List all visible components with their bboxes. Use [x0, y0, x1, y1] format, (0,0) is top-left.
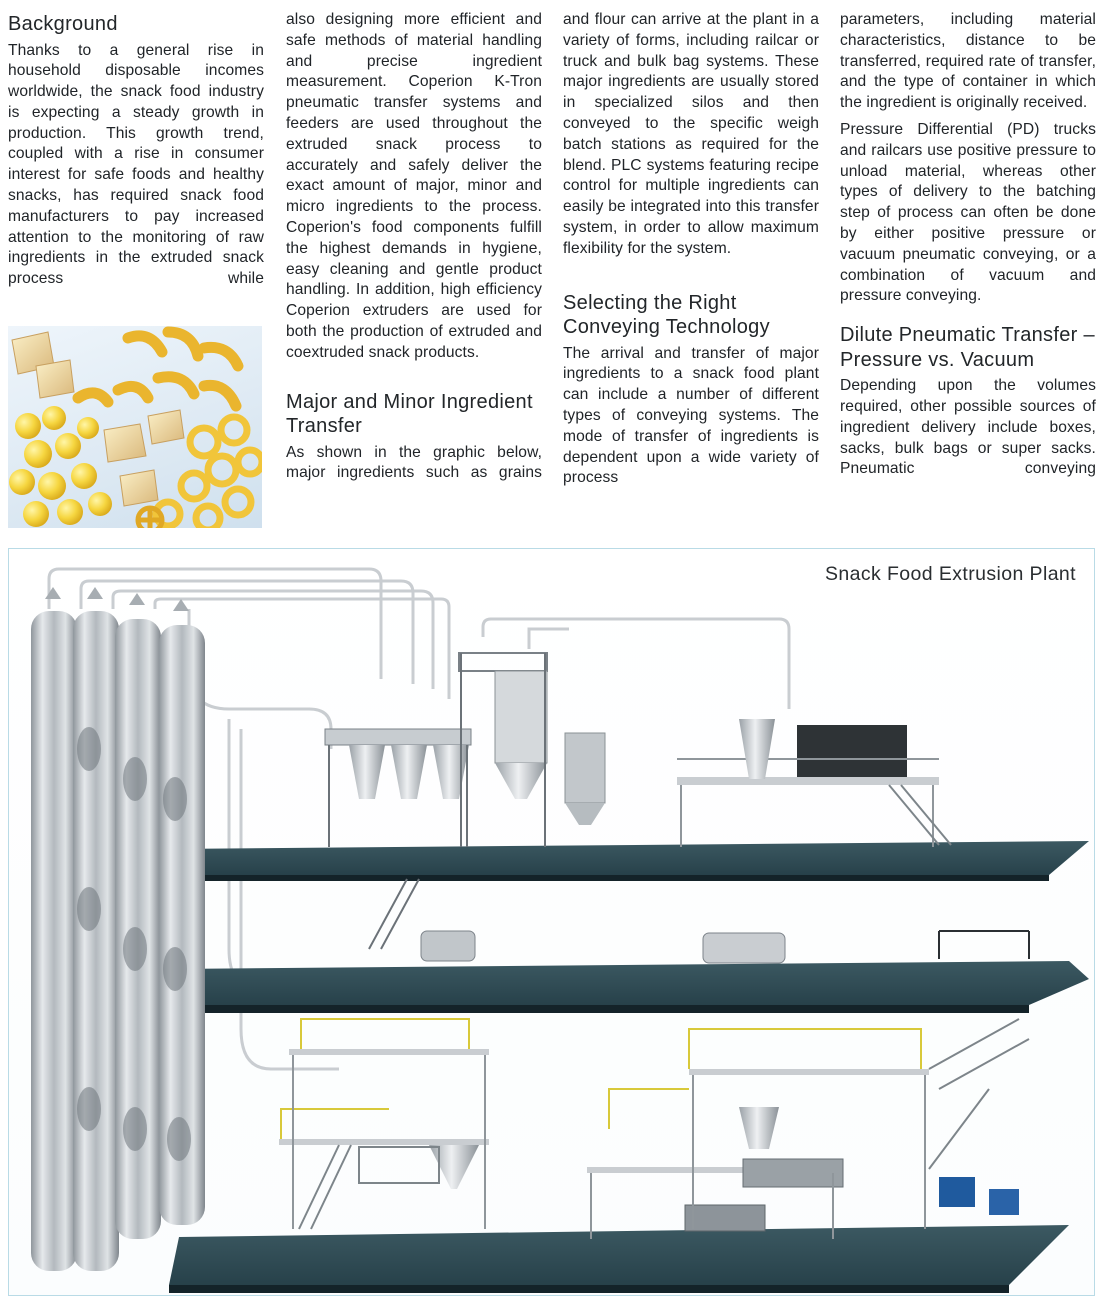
bottom-equipment	[279, 1019, 1029, 1239]
heading-ingredient-transfer: Major and Minor Ingredient Transfer	[286, 390, 533, 438]
paragraph-coperion-systems: also designing more efficient and safe methods of material handling and precise ingredient measurement. Coperion K-Tron pneumatic transfer systems and feeders are used throughout the extruded snack process to accurately and safely deliver the exact amount of major, minor and micro ingredients to the process. Coperion's food components fulfill the highest demands in hygiene, easy cleaning and gentle product handling. In addition, high efficiency Coperion extruders are used for both the production of extruded and coextruded snack products.	[286, 11, 542, 361]
plant-illustration	[9, 549, 1094, 1295]
paragraph-background: Thanks to a general rise in household disposable incomes worldwide, the snack food industry is expecting a steady growth in production. This growth trend, coupled with a rise in consumer interest for safe foods and healthy snacks, has required snack food manufacturers to pay increased attention to the monitoring of raw ingredients in the extruded snack process while	[8, 41, 264, 288]
middle-stairs	[369, 879, 419, 949]
plant-figure	[8, 548, 1095, 1296]
column-3	[563, 10, 819, 489]
floor-middle	[169, 961, 1089, 1013]
paragraph-delivery-sources: Depending upon the volumes required, other possible sources of ingredient delivery include boxes, sacks, bulk bags or super sacks. Pneumatic conveying	[840, 377, 1096, 478]
snack-food-photo	[8, 326, 262, 528]
paragraph-conveying-technology: The arrival and transfer of major ingredients to a snack food plant can include a number of different types of conveying systems. The mode of transfer of ingredients is dependent upon a wide variety of process	[563, 344, 819, 487]
paragraph-ingredient-transfer: As shown in the graphic below, major ingredients such as grains	[286, 443, 542, 482]
column-2	[286, 10, 542, 484]
middle-railing	[939, 931, 1029, 959]
paragraph-pd-trucks: Pressure Differential (PD) trucks and railcars use positive pressure to unload material, whereas other types of delivery to the batching step of process can often be done by either positive pressure or vacuum pneumatic conveying, or a combination of vacuum and pressure conveying.	[840, 120, 1096, 305]
floor-top	[159, 841, 1089, 881]
heading-dilute-transfer: Dilute Pneumatic Transfer – Pressure vs. Vacuum	[840, 324, 1095, 371]
column-4	[840, 10, 1096, 480]
ball-snacks	[9, 406, 112, 527]
yellow-railings	[281, 1019, 921, 1139]
dust-collector	[565, 733, 605, 825]
curl-snacks	[78, 332, 238, 406]
weighing-platform	[677, 719, 951, 847]
snack-photo-illustration	[8, 326, 262, 528]
figure-title: Snack Food Extrusion Plant	[824, 563, 1076, 585]
heading-background: Background	[8, 13, 118, 35]
heading-conveying-technology: Selecting the Right Conveying Technology	[563, 291, 770, 339]
silo-group	[31, 587, 205, 1271]
paragraph-silos: and flour can arrive at the plant in a variety of forms, including railcar or truck and bulk bag systems. These major ingredients are usually stored in specialized silos and then conveyed to the specific weigh batch stations as required for the blend. PLC systems featuring recipe control for multiple ingredients can easily be integrated into this transfer system, in order to allow maximum flexibility for the system.	[563, 11, 819, 257]
paragraph-parameters: parameters, including material characteristics, distance to be transferred, required rate of transfer, and the type of container in which the ingredient is originally received.	[840, 11, 1096, 112]
receiver-hoppers	[325, 729, 471, 847]
middle-equipment	[369, 879, 1029, 963]
floor-bottom	[169, 1225, 1069, 1293]
bulk-bag-station	[459, 653, 547, 847]
column-1	[8, 10, 264, 290]
wheel-snack	[138, 508, 162, 528]
